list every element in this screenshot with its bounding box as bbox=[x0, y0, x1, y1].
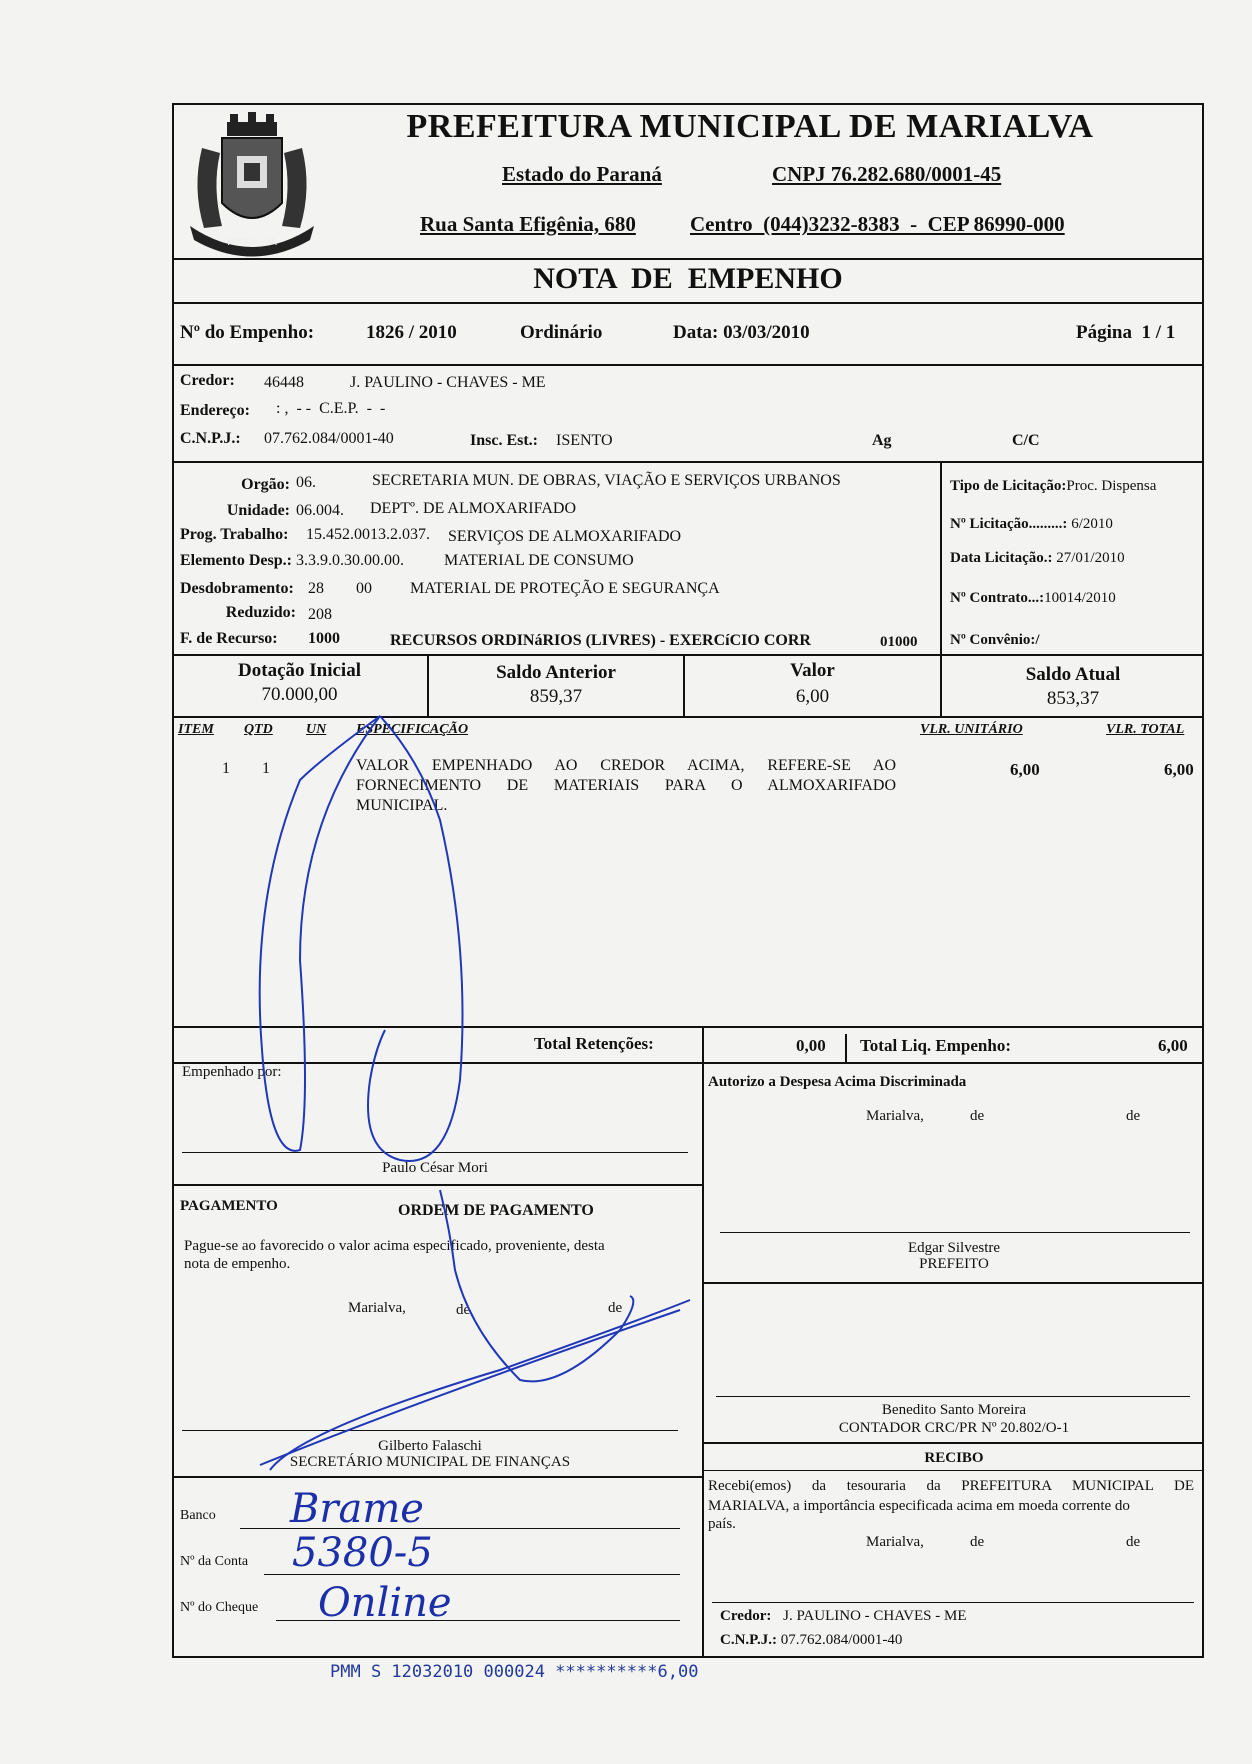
municipality-title: PREFEITURA MUNICIPAL DE MARIALVA bbox=[406, 108, 1094, 145]
prog-label: Prog. Trabalho: bbox=[180, 526, 289, 543]
empenhado-signer: Paulo César Mori bbox=[382, 1160, 488, 1176]
empenho-type: Ordinário bbox=[520, 322, 603, 343]
cnpj-value: 07.762.084/0001-40 bbox=[264, 430, 394, 447]
recibo-de-1: de bbox=[970, 1534, 985, 1550]
tipo-licitacao-value: Proc. Dispensa bbox=[1066, 478, 1157, 494]
col-unit-header: VLR. UNITÁRIO bbox=[920, 722, 1023, 737]
orgao-name: SECRETARIA MUN. DE OBRAS, VIAÇÃO E SERVIÇOS URBANOS bbox=[372, 472, 841, 489]
pagamento-text-line-1: Pague-se ao favorecido o valor acima especificado, proveniente, desta bbox=[184, 1238, 605, 1254]
recibo-cnpj-value: 07.762.084/0001-40 bbox=[780, 1632, 903, 1648]
conta-handwritten: 5380-5 bbox=[292, 1530, 433, 1576]
recurso-code: 1000 bbox=[308, 630, 340, 647]
pagamento-de-2: de bbox=[608, 1300, 623, 1316]
banco-handwritten: Brame bbox=[290, 1486, 424, 1532]
col-qtd-header: QTD bbox=[244, 722, 273, 737]
state-name: Estado do Paraná bbox=[502, 162, 662, 186]
recurso-label: F. de Recurso: bbox=[180, 630, 278, 647]
ag-label: Ag bbox=[872, 432, 892, 449]
elemento-name: MATERIAL DE CONSUMO bbox=[444, 552, 634, 569]
prog-code: 15.452.0013.2.037. bbox=[306, 526, 430, 543]
credor-label: Credor: bbox=[180, 372, 235, 389]
recibo-text-line-1: Recebi(emos) da tesouraria da PREFEITURA MUNICIPAL DE bbox=[708, 1478, 1194, 1494]
recibo-cnpj-label: C.N.P.J.: bbox=[720, 1632, 777, 1648]
saldo-atual-label: Saldo Atual bbox=[1025, 664, 1121, 685]
footer-stamp: PMM S 12032010 000024 **********6,00 bbox=[330, 1662, 699, 1682]
recibo-de-2: de bbox=[1126, 1534, 1141, 1550]
document-title: NOTA DE EMPENHO bbox=[533, 262, 843, 295]
seal-text: MARIALVA bbox=[227, 237, 277, 248]
valor-label: Valor bbox=[790, 660, 835, 681]
autorizo-de-1: de bbox=[970, 1108, 985, 1124]
cc-label: C/C bbox=[1012, 432, 1040, 449]
elemento-code: 3.3.9.0.30.00.00. bbox=[296, 552, 404, 569]
cheque-handwritten: Online bbox=[318, 1580, 452, 1626]
item-spec-line-1: VALOR EMPENHADO AO CREDOR ACIMA, REFERE-SE AO bbox=[356, 757, 896, 774]
cnpj-label: C.N.P.J.: bbox=[180, 430, 241, 447]
col-total-header: VLR. TOTAL bbox=[1106, 722, 1185, 737]
valor-value: 6,00 bbox=[795, 686, 830, 707]
desdobramento-label: Desdobramento: bbox=[180, 580, 294, 597]
credor-code: 46448 bbox=[264, 374, 304, 391]
cheque-label: Nº do Cheque bbox=[180, 1600, 259, 1615]
contador-title: CONTADOR CRC/PR Nº 20.802/O-1 bbox=[838, 1420, 1070, 1436]
dotacao-inicial-label: Dotação Inicial bbox=[238, 660, 361, 681]
pagamento-text-line-2: nota de empenho. bbox=[184, 1256, 291, 1272]
total-liquido-label: Total Liq. Empenho: bbox=[860, 1036, 1011, 1055]
autorizo-label: Autorizo a Despesa Acima Discriminada bbox=[708, 1074, 967, 1090]
recibo-credor-value: J. PAULINO - CHAVES - ME bbox=[783, 1608, 967, 1624]
numero-contrato-label: Nº Contrato...: bbox=[950, 590, 1045, 606]
tipo-licitacao-label: Tipo de Licitação: bbox=[950, 478, 1067, 494]
ordem-pagamento-label: ORDEM DE PAGAMENTO bbox=[398, 1202, 594, 1219]
recibo-title: RECIBO bbox=[924, 1450, 984, 1466]
item-spec-line-3: MUNICIPAL. bbox=[356, 797, 448, 814]
prog-name: SERVIÇOS DE ALMOXARIFADO bbox=[448, 528, 682, 545]
conta-label: Nº da Conta bbox=[180, 1554, 249, 1569]
orgao-label: Orgão: bbox=[241, 476, 290, 493]
item-total-value: 6,00 bbox=[1164, 760, 1194, 779]
prefeito-title: PREFEITO bbox=[919, 1256, 989, 1272]
empenho-date: Data: 03/03/2010 bbox=[673, 322, 810, 343]
reduzido-value: 208 bbox=[308, 606, 332, 623]
unidade-name: DEPTº. DE ALMOXARIFADO bbox=[370, 500, 576, 517]
endereco-value: : , - - C.E.P. - - bbox=[276, 400, 386, 417]
pagamento-label: PAGAMENTO bbox=[180, 1198, 278, 1214]
total-retencoes-label: Total Retenções: bbox=[534, 1034, 654, 1053]
page-number: Página 1 / 1 bbox=[1076, 322, 1176, 343]
total-retencoes-value: 0,00 bbox=[796, 1036, 826, 1055]
reduzido-label: Reduzido: bbox=[225, 604, 296, 621]
saldo-atual-value: 853,37 bbox=[1046, 688, 1100, 709]
secretario-title: SECRETÁRIO MUNICIPAL DE FINANÇAS bbox=[289, 1454, 571, 1470]
recibo-city: Marialva, bbox=[866, 1534, 924, 1550]
numero-licitacao-label: Nº Licitação.........: bbox=[950, 516, 1068, 532]
insc-label: Insc. Est.: bbox=[470, 432, 539, 449]
data-licitacao-value: 27/01/2010 bbox=[1056, 550, 1125, 566]
numero-contrato-value: 10014/2010 bbox=[1044, 590, 1116, 606]
desdobramento-code: 28 bbox=[308, 580, 324, 597]
prefeito-name: Edgar Silvestre bbox=[907, 1240, 1001, 1256]
data-licitacao-label: Data Licitação.: bbox=[950, 550, 1053, 566]
endereco-label: Endereço: bbox=[180, 402, 250, 419]
item-spec-line-2: FORNECIMENTO DE MATERIAIS PARA O ALMOXARIFADO bbox=[356, 777, 896, 794]
credor-name: J. PAULINO - CHAVES - ME bbox=[350, 374, 546, 391]
desdobramento-sub: 00 bbox=[356, 580, 372, 597]
unidade-code: 06.004. bbox=[296, 502, 344, 519]
total-liquido-value: 6,00 bbox=[1158, 1036, 1188, 1055]
col-item-header: ITEM bbox=[178, 722, 214, 737]
recibo-credor-label: Credor: bbox=[720, 1608, 772, 1624]
desdobramento-name: MATERIAL DE PROTEÇÃO E SEGURANÇA bbox=[410, 580, 720, 597]
empenhado-por-label: Empenhado por: bbox=[182, 1064, 282, 1080]
recurso-name: RECURSOS ORDINáRIOS (LIVRES) - EXERCíCIO CORR bbox=[390, 632, 811, 649]
saldo-anterior-value: 859,37 bbox=[529, 686, 583, 707]
col-un-header: UN bbox=[306, 722, 327, 737]
banco-label: Banco bbox=[180, 1508, 216, 1523]
empenho-label: Nº do Empenho: bbox=[180, 322, 315, 343]
municipality-address: Rua Santa Efigênia, 680 bbox=[420, 212, 636, 236]
orgao-code: 06. bbox=[296, 474, 316, 491]
empenho-number: 1826 / 2010 bbox=[366, 322, 457, 343]
saldo-anterior-label: Saldo Anterior bbox=[496, 662, 616, 683]
contador-name: Benedito Santo Moreira bbox=[881, 1402, 1027, 1418]
item-unit-value: 6,00 bbox=[1010, 760, 1040, 779]
autorizo-de-2: de bbox=[1126, 1108, 1141, 1124]
recibo-text-line-2: MARIALVA, a importância especificada acima em moeda corrente do bbox=[708, 1498, 1130, 1514]
numero-convenio-label: Nº Convênio:/ bbox=[950, 632, 1040, 648]
unidade-label: Unidade: bbox=[226, 502, 290, 519]
secretario-name: Gilberto Falaschi bbox=[378, 1438, 482, 1454]
municipality-cnpj: CNPJ 76.282.680/0001-45 bbox=[772, 162, 1002, 186]
insc-value: ISENTO bbox=[556, 432, 613, 449]
autorizo-city: Marialva, bbox=[866, 1108, 924, 1124]
dotacao-inicial-value: 70.000,00 bbox=[261, 684, 338, 705]
recibo-text-line-3: país. bbox=[708, 1516, 736, 1532]
elemento-label: Elemento Desp.: bbox=[180, 552, 292, 569]
col-spec-header: ESPECIFICAÇÃO bbox=[356, 722, 469, 737]
municipality-contact: Centro (044)3232-8383 - CEP 86990-000 bbox=[690, 212, 1065, 236]
pagamento-city: Marialva, bbox=[348, 1300, 406, 1316]
numero-licitacao-value: 6/2010 bbox=[1071, 516, 1113, 532]
recurso-number: 01000 bbox=[880, 634, 918, 650]
item-number: 1 bbox=[222, 760, 230, 777]
pagamento-de-1: de bbox=[456, 1302, 471, 1318]
item-qtd: 1 bbox=[262, 760, 270, 777]
